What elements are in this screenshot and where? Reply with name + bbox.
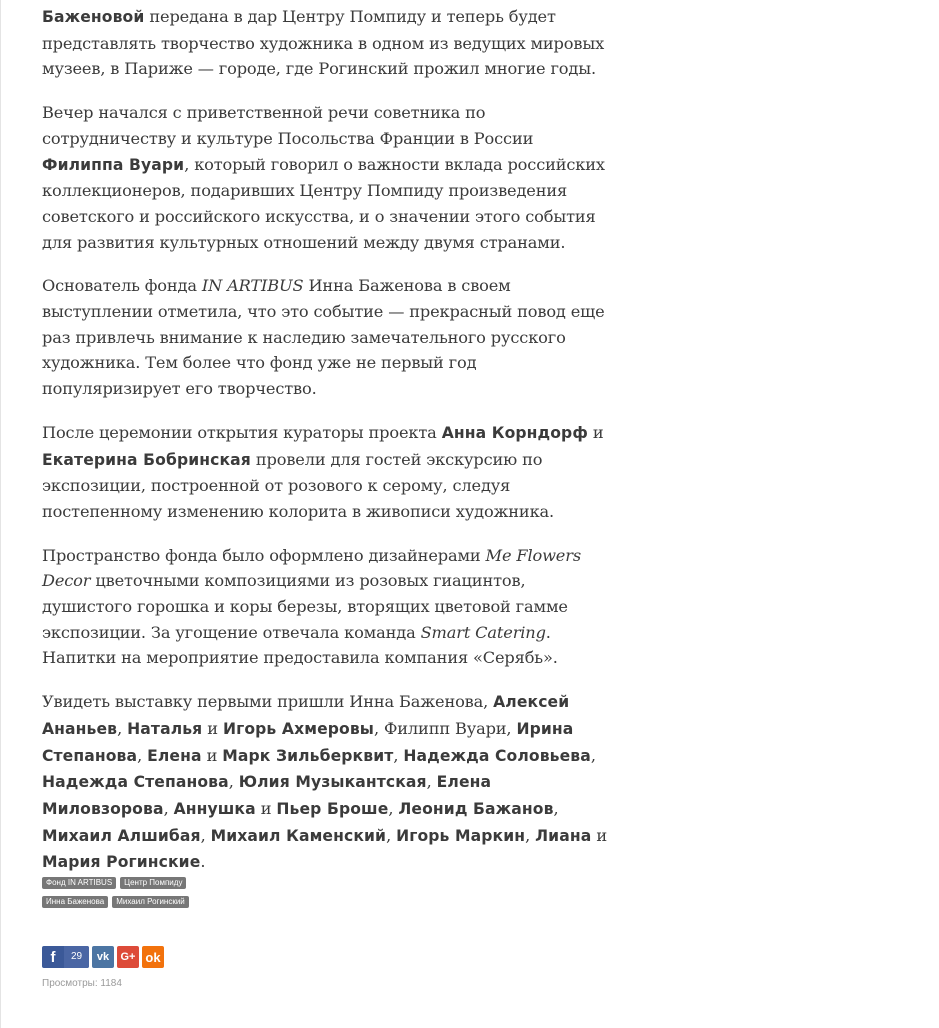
article-paragraph-3: Основатель фонда IN ARTIBUS Инна Баженова в своем выступлении отметила, что это событие — прекрасный повод еще раз привлечь внимание к наследию замечательного русского художника. Тем более что фонд уже не первый год популяризирует его творчество. — [42, 276, 605, 399]
person-name-bobrinskaya: Екатерина Бобринская — [42, 450, 251, 469]
guest-name: Леонид Бажанов — [398, 799, 554, 818]
guest-name: Игорь Маркин — [396, 826, 526, 845]
page-left-border — [0, 0, 1, 1028]
share-bar — [42, 946, 164, 968]
guest-name: Елена — [147, 746, 202, 765]
guest-name: Надежда Степанова — [42, 773, 229, 792]
article-paragraph-1: Баженовой передана в дар Центру Помпиду и теперь будет представлять творчество художника в одном из ведущих мировых музеев, в Париже — городе, где Рогинский прожил многие годы. — [42, 7, 605, 79]
guest-name: Наталья — [127, 719, 203, 738]
guest-name: Игорь Ахмеровы — [222, 719, 374, 738]
guest-name: Пьер Броше — [276, 799, 389, 818]
guest-name: Юлия Музыкантская — [238, 773, 427, 792]
article-paragraph-5: Пространство фонда было оформлено дизайнерами Me Flowers Decor цветочными композициями из розовых гиацинтов, душистого горошка и коры березы, вторящих цветовой гамме экспозиции. За угощение отвечала команда Smart Catering. Напитки на мероприятие предоставила компания «Серябь». — [42, 545, 581, 668]
guest-name: Мария Рогинские — [42, 853, 201, 872]
article-paragraph-6: Увидеть выставку первыми пришли Инна Баженова, Алексей Ананьев, Наталья и Игорь Ахмеровы, Филипп Вуари, Ирина Степанова, Елена и Марк Зильберквит, Надежда Соловьева, Надежда Степанова, Юлия Музыкантская, Елена Миловзорова, Аннушка и Пьер Броше, Леонид Бажанов, Михаил Алшибая, Михаил Каменский, Игорь Маркин, Лиана и Мария Рогинские. — [42, 692, 607, 872]
facebook-icon: f — [50, 948, 56, 966]
article-body — [42, 4, 617, 894]
tag-list — [42, 877, 342, 915]
odnoklassniki-icon: ok — [145, 949, 161, 965]
article-paragraph-2: Вечер начался с приветственной речи советника по сотрудничеству и культуре Посольства Франции в России Филиппа Вуари, который говорил о важности вклада российских коллекционеров, подаривших Центру Помпиду произведения советского и российского искусства, и о значении этого события для развития культурных отношений между двумя странами. — [42, 103, 605, 252]
guest-name: Михаил Каменский — [210, 826, 387, 845]
guest-name: Елена Миловзорова — [42, 773, 492, 818]
designer-name: Me Flowers Decor — [42, 545, 581, 591]
vk-share-button[interactable] — [92, 946, 114, 968]
facebook-share-button[interactable] — [42, 946, 89, 968]
google-plus-icon: G+ — [120, 951, 136, 963]
odnoklassniki-share-button[interactable] — [142, 946, 164, 968]
catering-name: Smart Catering — [420, 622, 546, 642]
person-name-bazhenova: Баженовой — [42, 8, 145, 26]
vk-icon: vk — [96, 951, 110, 963]
guest-name: Лиана — [535, 826, 592, 845]
guest-name: Марк Зильберквит — [222, 746, 394, 765]
guest-name: Аннушка — [173, 799, 256, 818]
article-paragraph-4: После церемонии открытия кураторы проекта Анна Корндорф и Екатерина Бобринская провели для гостей экскурсию по экспозиции, построенной от розового к серому, следуя постепенному изменению колорита в живописи художника. — [42, 422, 604, 521]
person-name-vuari: Филиппа Вуари — [42, 155, 185, 174]
tag-centre-pompidou[interactable]: Центр Помпиду — [120, 877, 186, 889]
facebook-share-count: 29 — [64, 946, 89, 968]
tag-inna-bazhenova[interactable]: Инна Баженова — [42, 896, 108, 908]
tag-mikhail-roginsky[interactable]: Михаил Рогинский — [112, 896, 189, 908]
person-name-korndorf: Анна Корндорф — [441, 423, 588, 442]
guest-name: Надежда Соловьева — [403, 746, 591, 765]
view-count: Просмотры: 1184 — [42, 978, 122, 989]
foundation-name: IN ARTIBUS — [201, 276, 304, 296]
guest-name: Ирина Степанова — [42, 719, 574, 765]
guest-name: Алексей Ананьев — [42, 693, 570, 738]
google-plus-share-button[interactable] — [117, 946, 139, 968]
tag-in-artibus[interactable]: Фонд IN ARTIBUS — [42, 877, 116, 889]
guest-name: Михаил Алшибая — [42, 826, 201, 845]
